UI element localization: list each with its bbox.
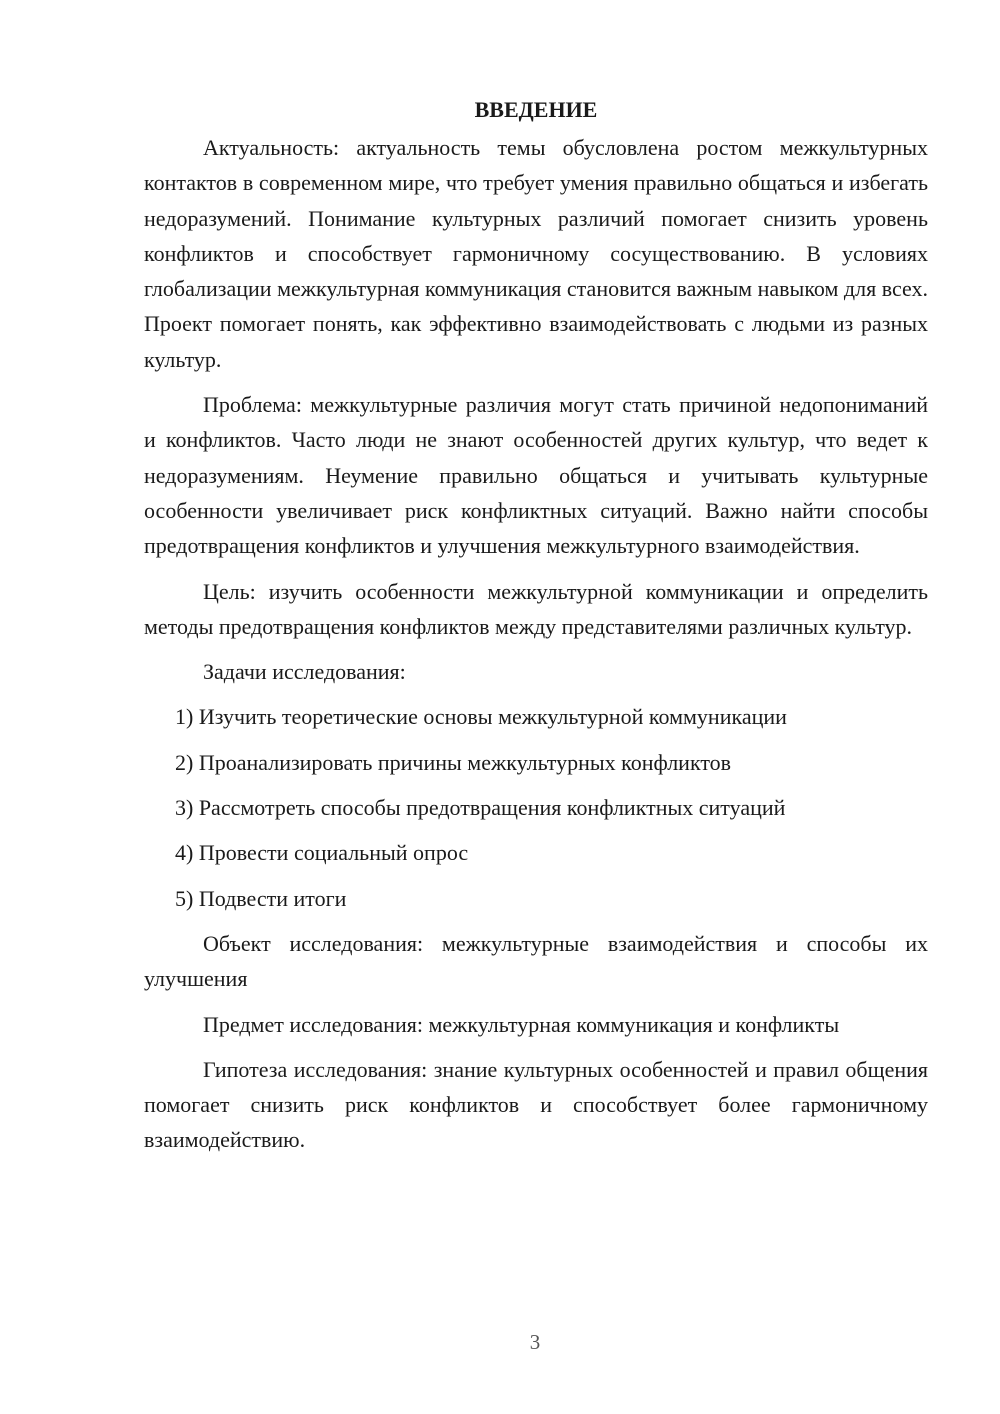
goal-paragraph: Цель: изучить особенности межкультурной коммуникации и определить методы предотвращения конфликтов между представителями различных культур. — [144, 578, 928, 639]
subject-paragraph: Предмет исследования: межкультурная коммуникация и конфликты — [203, 1011, 840, 1037]
task-item: 5) Подвести итоги — [175, 885, 347, 911]
relevance-paragraph: Актуальность: актуальность темы обусловлена ростом межкультурных контактов в современном мире, что требует умения правильно общаться и избегать недоразумений. Понимание культурных различий помогает снизить уровень конфликтов и способствует гармоничному сосуществованию. В условиях глобализации межкультурная коммуникация становится важным навыком для всех. Проект помогает понять, как эффективно взаимодействовать с людьми из разных культур. — [144, 135, 928, 372]
task-item: 2) Проанализировать причины межкультурных конфликтов — [175, 749, 732, 775]
tasks-heading: Задачи исследования: — [203, 659, 406, 685]
document-page — [144, 92, 928, 1168]
task-item: 1) Изучить теоретические основы межкультурной коммуникации — [175, 704, 787, 730]
problem-paragraph: Проблема: межкультурные различия могут стать причиной недопониманий и конфликтов. Часто люди не знают особенностей других культур, что ведет к недоразумениям. Неумение правильно общаться и учитывать культурные особенности увеличивает риск конфликтных ситуаций. Важно найти способы предотвращения конфликтов и улучшения межкультурного взаимодействия. — [144, 392, 928, 559]
object-paragraph: Объект исследования: межкультурные взаимодействия и способы их улучшения — [144, 930, 928, 992]
page-number: 3 — [529, 1330, 541, 1354]
page-title: ВВЕДЕНИЕ — [474, 97, 598, 122]
tasks-list — [144, 699, 928, 915]
task-item: 4) Провести социальный опрос — [175, 840, 469, 866]
task-item: 3) Рассмотреть способы предотвращения конфликтных ситуаций — [175, 795, 786, 821]
hypothesis-paragraph: Гипотеза исследования: знание культурных особенностей и правил общения помогает снизить риск конфликтов и способствует более гармоничному взаимодействию. — [144, 1056, 928, 1153]
